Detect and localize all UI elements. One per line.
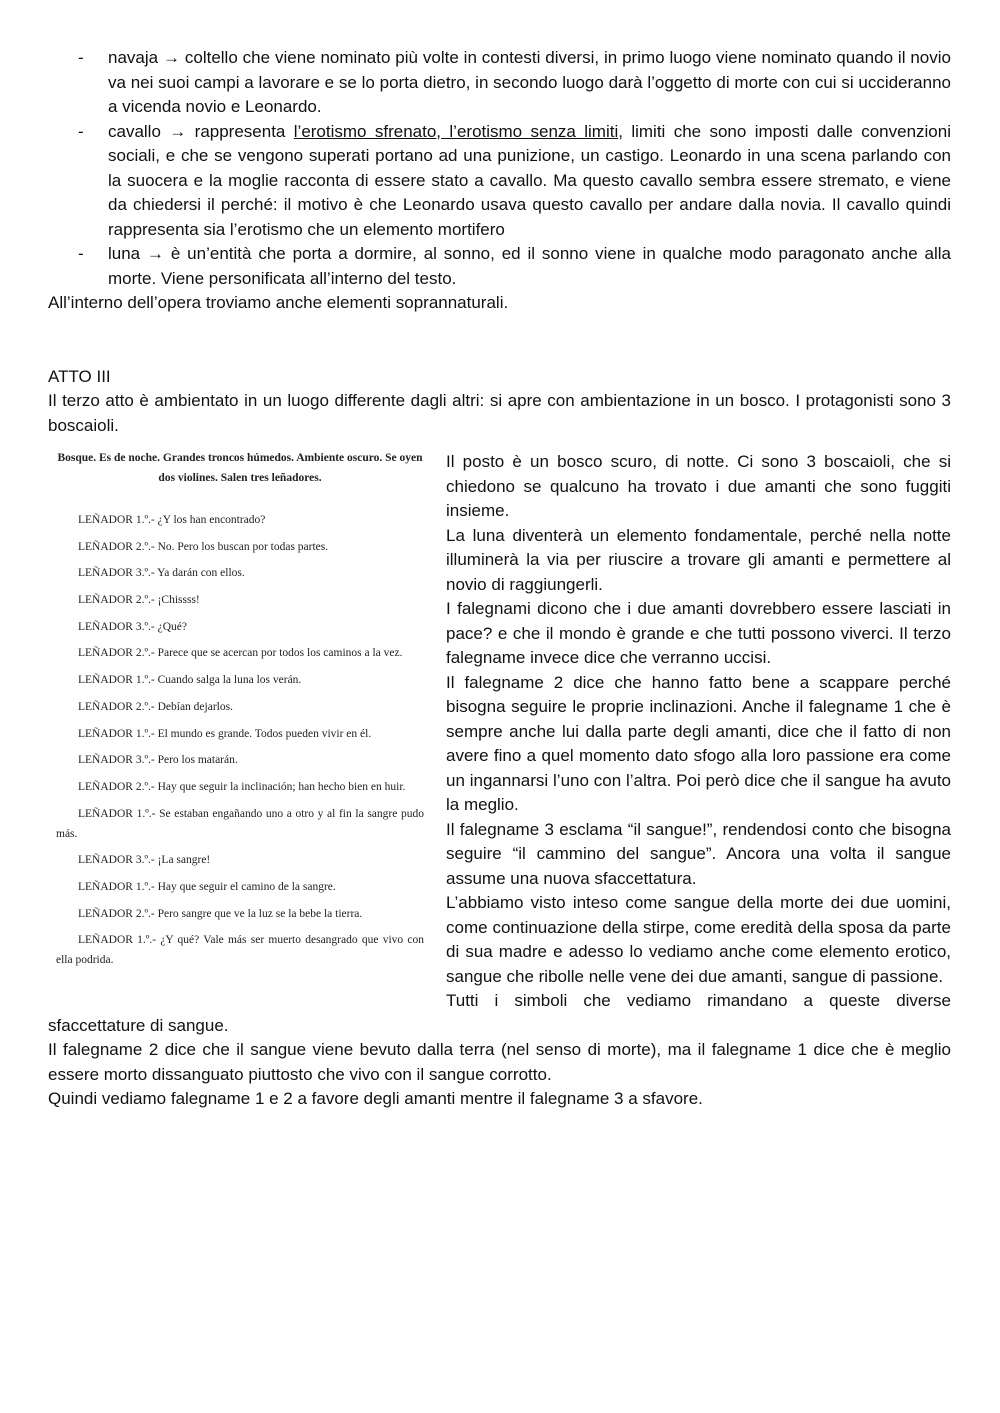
- dialogue-line: LEÑADOR 2.º.- Parece que se acercan por todos los caminos a la vez.: [78, 647, 403, 660]
- closing-paragraph: Il falegname 2 dice che il sangue viene bevuto dalla terra (nel senso di morte), ma il falegname 1 dice che è meglio essere morto dissanguato piuttosto che vivo con il sangue corrotto.: [48, 1040, 951, 1084]
- list-item-text-part: luna → è un’entità che porta a dormire, al sonno, ed il sonno viene in qualche modo paragonato anche alla morte. Viene personificata all’interno del testo.: [108, 244, 951, 288]
- commentary-last-line: Tutti i simboli che vediamo rimandano a queste diverse: [446, 991, 951, 1010]
- commentary-paragraph: Il posto è un bosco scuro, di notte. Ci sono 3 boscaioli, che si chiedono se qualcuno ha trovato i due amanti che sono fuggiti insieme.: [446, 452, 951, 520]
- stage-direction: Bosque. Es de noche. Grandes troncos húmedos. Ambiente oscuro. Se oyen dos violines. Salen tres leñadores.: [57, 452, 423, 484]
- symbol-list: [48, 46, 951, 291]
- list-item-text: [108, 244, 951, 288]
- commentary-paragraph: La luna diventerà un elemento fondamentale, perché nella notte illuminerà la via per riuscire a trovare gli amanti e permettere al novio di raggiungerli.: [446, 525, 951, 594]
- commentary-continuation: sfaccettature di sangue.: [48, 1015, 229, 1035]
- dialogue-line: LEÑADOR 1.º.- ¿Y los han encontrado?: [78, 514, 266, 526]
- dialogue-line: LEÑADOR 1.º.- Se estaban engañando uno a otro y al fin la sangre pudo más.: [56, 807, 424, 840]
- act-intro-paragraph: Il terzo atto è ambientato in un luogo differente dagli altri: si apre con ambientazione in un bosco. I protagonisti sono 3 boscaioli.: [48, 391, 951, 435]
- document-page: [48, 46, 951, 1112]
- list-item-text-part: cavallo → rappresenta: [108, 121, 294, 141]
- dialogue-line: LEÑADOR 1.º.- ¿Y qué? Vale más ser muerto desangrado que vivo con ella podrida.: [56, 934, 424, 967]
- bullet-dash: -: [78, 121, 84, 141]
- dialogue-line: LEÑADOR 2.º.- Hay que seguir la inclinación; han hecho bien en huir.: [78, 780, 406, 793]
- dialogue-line: LEÑADOR 2.º.- ¡Chissss!: [78, 594, 200, 607]
- dialogue-line: LEÑADOR 3.º.- ¿Qué?: [78, 620, 187, 633]
- closing-paragraph: Quindi vediamo falegname 1 e 2 a favore degli amanti mentre il falegname 3 a sfavore.: [48, 1089, 703, 1108]
- list-item-text: [108, 48, 951, 116]
- commentary-paragraph: L’abbiamo visto inteso come sangue della morte dei due uomini, come continuazione della stirpe, come eredità della sposa da parte di sua madre e adesso lo vediamo anche come elemento erotico, sangue che ribolle nelle vene dei due amanti, sangue di passione.: [446, 893, 951, 986]
- dialogue-line: LEÑADOR 3.º.- ¡La sangre!: [78, 854, 211, 867]
- commentary-paragraph: Il falegname 3 esclama “il sangue!”, rendendosi conto che bisogna seguire “il cammino del sangue”. Ancora una volta il sangue assume una nuova sfaccettatura.: [446, 819, 951, 888]
- list-item: [48, 242, 951, 291]
- quote-and-commentary: [48, 448, 951, 1014]
- list-item-text-part: navaja → coltello che viene nominato più volte in contesti diversi, in primo luogo viene nominato quando il novio va nei suoi campi a lavorare e se lo porta dietro, in secondo luogo darà l’oggetto di morte con cui si uccideranno a vicenda novio e Leonardo.: [108, 48, 951, 116]
- bullet-dash: -: [78, 244, 84, 263]
- commentary-paragraph: I falegnami dicono che i due amanti dovrebbero essere lasciati in pace? e che il mondo è grande e che tutti possono viverci. Il terzo falegname invece dice che verranno uccisi.: [446, 599, 951, 667]
- commentary-column: [446, 448, 951, 1014]
- dialogue-line: LEÑADOR 1.º.- Cuando salga la luna los verán.: [78, 674, 302, 687]
- list-item-text-part: , limiti che sono imposti dalle convenzioni sociali, e che se vengono superati portano ad una punizione, un castigo. Leonardo in una scena parlando con la suocera e la moglie racconta di essere stato a cavallo. Ma questo cavallo sembra essere stremato, e viene da chiedersi il perché: il motivo è che Leonardo usava questo cavallo per andare dalla novia. Il cavallo quindi rappresenta sia l’erotismo che un elemento mortifero: [108, 121, 951, 239]
- commentary-paragraph: Il falegname 2 dice che hanno fatto bene a scappare perché bisogna seguire le proprie inclinazioni. Anche il falegname 1 che è sempre anche lui dalla parte degli amanti, dice che il fatto di non avere fino a quel momento dato sfogo alla loro passione era come un ingannarsi l’uno con l’altra. Poi però dice che il sangue ha avuto la meglio.: [446, 672, 951, 814]
- play-excerpt: [56, 448, 424, 977]
- dialogue-line: LEÑADOR 1.º.- Hay que seguir el camino de la sangre.: [78, 880, 336, 893]
- dialogue-line: LEÑADOR 2.º.- Pero sangre que ve la luz se la bebe la tierra.: [78, 907, 363, 920]
- underlined-phrase: l’erotismo sfrenato, l’erotismo senza limiti: [293, 121, 619, 141]
- dialogue-line: LEÑADOR 1.º.- El mundo es grande. Todos pueden vivir en él.: [78, 727, 372, 740]
- paragraph-supernatural: All’interno dell’opera troviamo anche elementi soprannaturali.: [48, 293, 509, 312]
- section-heading: ATTO III: [48, 366, 111, 386]
- dialogue-line: LEÑADOR 3.º.- Pero los matarán.: [78, 754, 238, 767]
- dialogue-line: LEÑADOR 3.º.- Ya darán con ellos.: [78, 567, 245, 580]
- list-item-text: [108, 122, 951, 239]
- list-item: [48, 120, 951, 243]
- list-item: [48, 46, 951, 120]
- spacer: [48, 316, 951, 365]
- dialogue-line: LEÑADOR 2.º.- No. Pero los buscan por todas partes.: [78, 540, 329, 553]
- dialogue-line: LEÑADOR 2.º.- Debían dejarlos.: [78, 700, 233, 713]
- bullet-dash: -: [78, 48, 84, 67]
